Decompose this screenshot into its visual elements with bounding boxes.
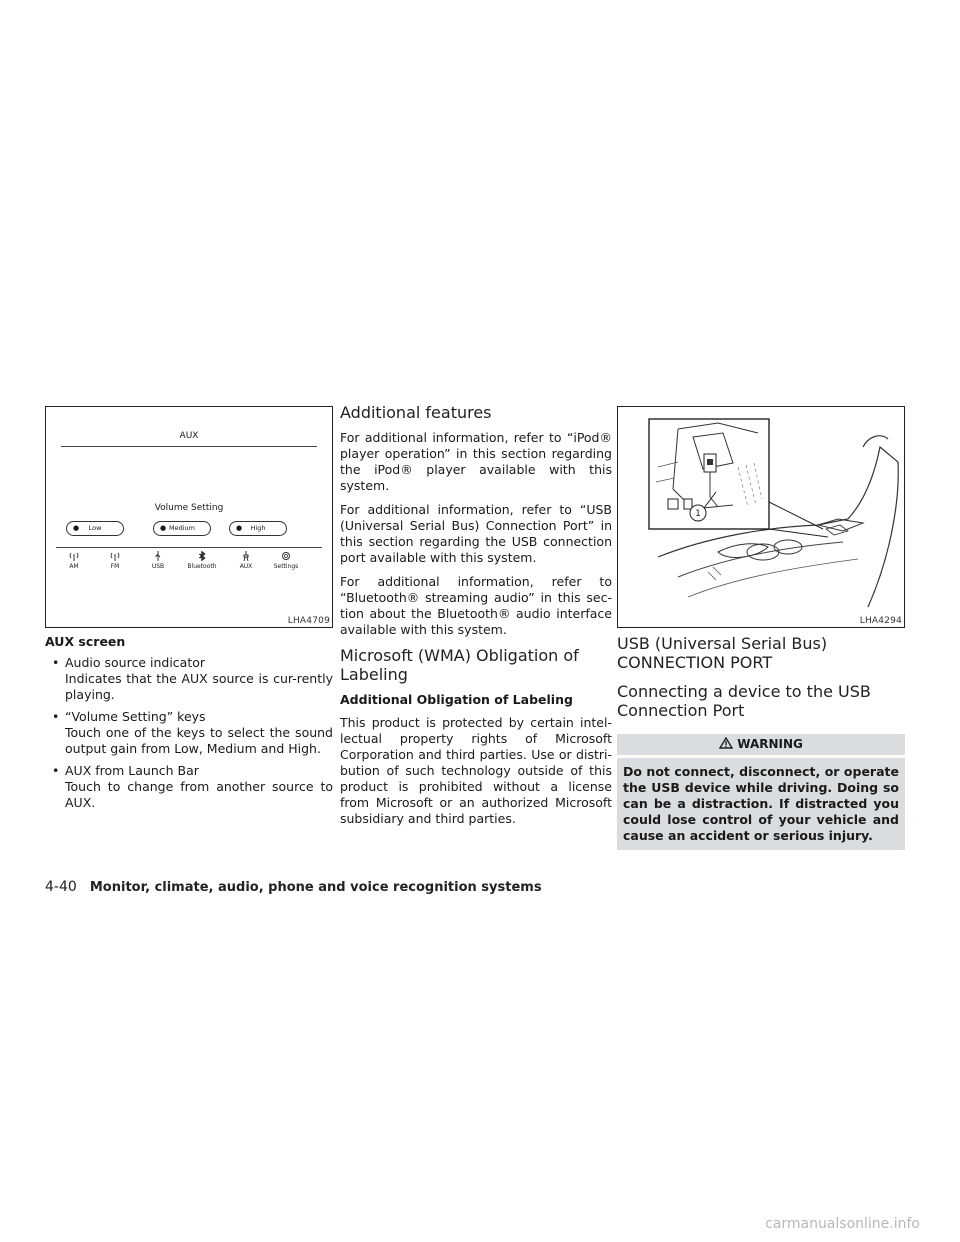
page-footer [45, 876, 542, 895]
list-item: • “Volume Setting” keys Touch one of the keys to select the sound output gain from Low, Medium and High. [52, 709, 333, 756]
am-radio-icon [69, 551, 79, 561]
launch-bar-am[interactable]: AM [53, 551, 95, 570]
launch-bar-usb[interactable]: USB [137, 551, 179, 570]
launch-bar-divider [56, 547, 322, 548]
aux-screen-figure [45, 406, 333, 628]
bluetooth-icon [197, 551, 207, 561]
heading-usb-connection-port: USB (Universal Serial Bus) CONNECTION PORT [617, 634, 828, 672]
volume-medium-key[interactable]: ● Medium [153, 521, 211, 536]
fm-radio-icon [110, 551, 120, 561]
radio-dot-icon: ● [73, 524, 80, 532]
paragraph: This product is protected by certain intel-lectual property rights of Microsoft Corporation and third parties. Use or distri-bution of such technology outside of this product is prohibited without a license from Microsoft or an authorized Microsoft subsidiary and third parties. [340, 715, 612, 826]
heading-microsoft-wma: Microsoft (WMA) Obligation of Labeling [340, 646, 579, 684]
launch-bar-fm[interactable]: FM [94, 551, 136, 570]
paragraph: For additional information, refer to “iPod® player operation” in this section regarding the iPod® player available with this system. [340, 430, 612, 493]
warning-box [617, 734, 905, 850]
volume-high-key[interactable]: ● High [229, 521, 287, 536]
watermark: carmanualsonline.info [765, 1216, 920, 1232]
usb-port-figure [617, 406, 905, 628]
right-column-text [617, 634, 905, 850]
launch-bar-settings[interactable]: Settings [265, 551, 307, 570]
paragraph: For additional information, refer to “Bluetooth® streaming audio” in this sec-tion about the Bluetooth® audio interface available with this system. [340, 574, 612, 637]
warning-header: WARNING [617, 734, 905, 755]
radio-dot-icon: ● [160, 524, 167, 532]
launch-bar-bluetooth[interactable]: Bluetooth [181, 551, 223, 570]
warning-triangle-icon [719, 737, 733, 749]
volume-setting-label: Volume Setting [154, 503, 224, 513]
header-divider [61, 446, 317, 447]
bullet-list [45, 655, 333, 811]
left-column-text [45, 634, 333, 817]
list-item: • AUX from Launch Bar Touch to change from another source to AUX. [52, 763, 333, 810]
figure-code: LHA4294 [859, 616, 902, 626]
paragraph: For additional information, refer to “USB (Universal Serial Bus) Connection Port” in this section regarding the USB connection port available with this system. [340, 502, 612, 565]
warning-text: Do not connect, disconnect, or operate the USB device while driving. Doing so can be a distraction. If distracted you could lose control of your vehicle and cause an accident or serious injury. [617, 758, 905, 850]
heading-connecting-device: Connecting a device to the USB Connection Port [617, 682, 871, 720]
settings-gear-icon [281, 551, 291, 561]
middle-column-text [340, 403, 612, 835]
list-item: • Audio source indicator Indicates that the AUX source is cur-rently playing. [52, 655, 333, 702]
bullet-icon: • [52, 655, 60, 670]
radio-dot-icon: ● [236, 524, 243, 532]
bullet-icon: • [52, 763, 60, 778]
volume-low-key[interactable]: ● Low [66, 521, 124, 536]
launch-bar-aux[interactable]: AUX [225, 551, 267, 570]
heading-additional-features: Additional features [340, 403, 492, 422]
center-console-illustration [618, 407, 904, 627]
usb-icon [153, 551, 163, 561]
aux-icon [241, 551, 251, 561]
aux-screen-display [61, 425, 317, 585]
section-title: Monitor, climate, audio, phone and voice recognition systems [89, 880, 542, 895]
figure-caption: AUX screen [45, 634, 126, 649]
subheading-obligation: Additional Obligation of Labeling [340, 692, 573, 707]
callout-number: 1 [695, 509, 701, 519]
page-number: 4-40 [45, 879, 77, 895]
bullet-icon: • [52, 709, 60, 724]
audio-source-indicator: AUX [179, 431, 199, 441]
figure-code: LHA4709 [287, 616, 330, 626]
